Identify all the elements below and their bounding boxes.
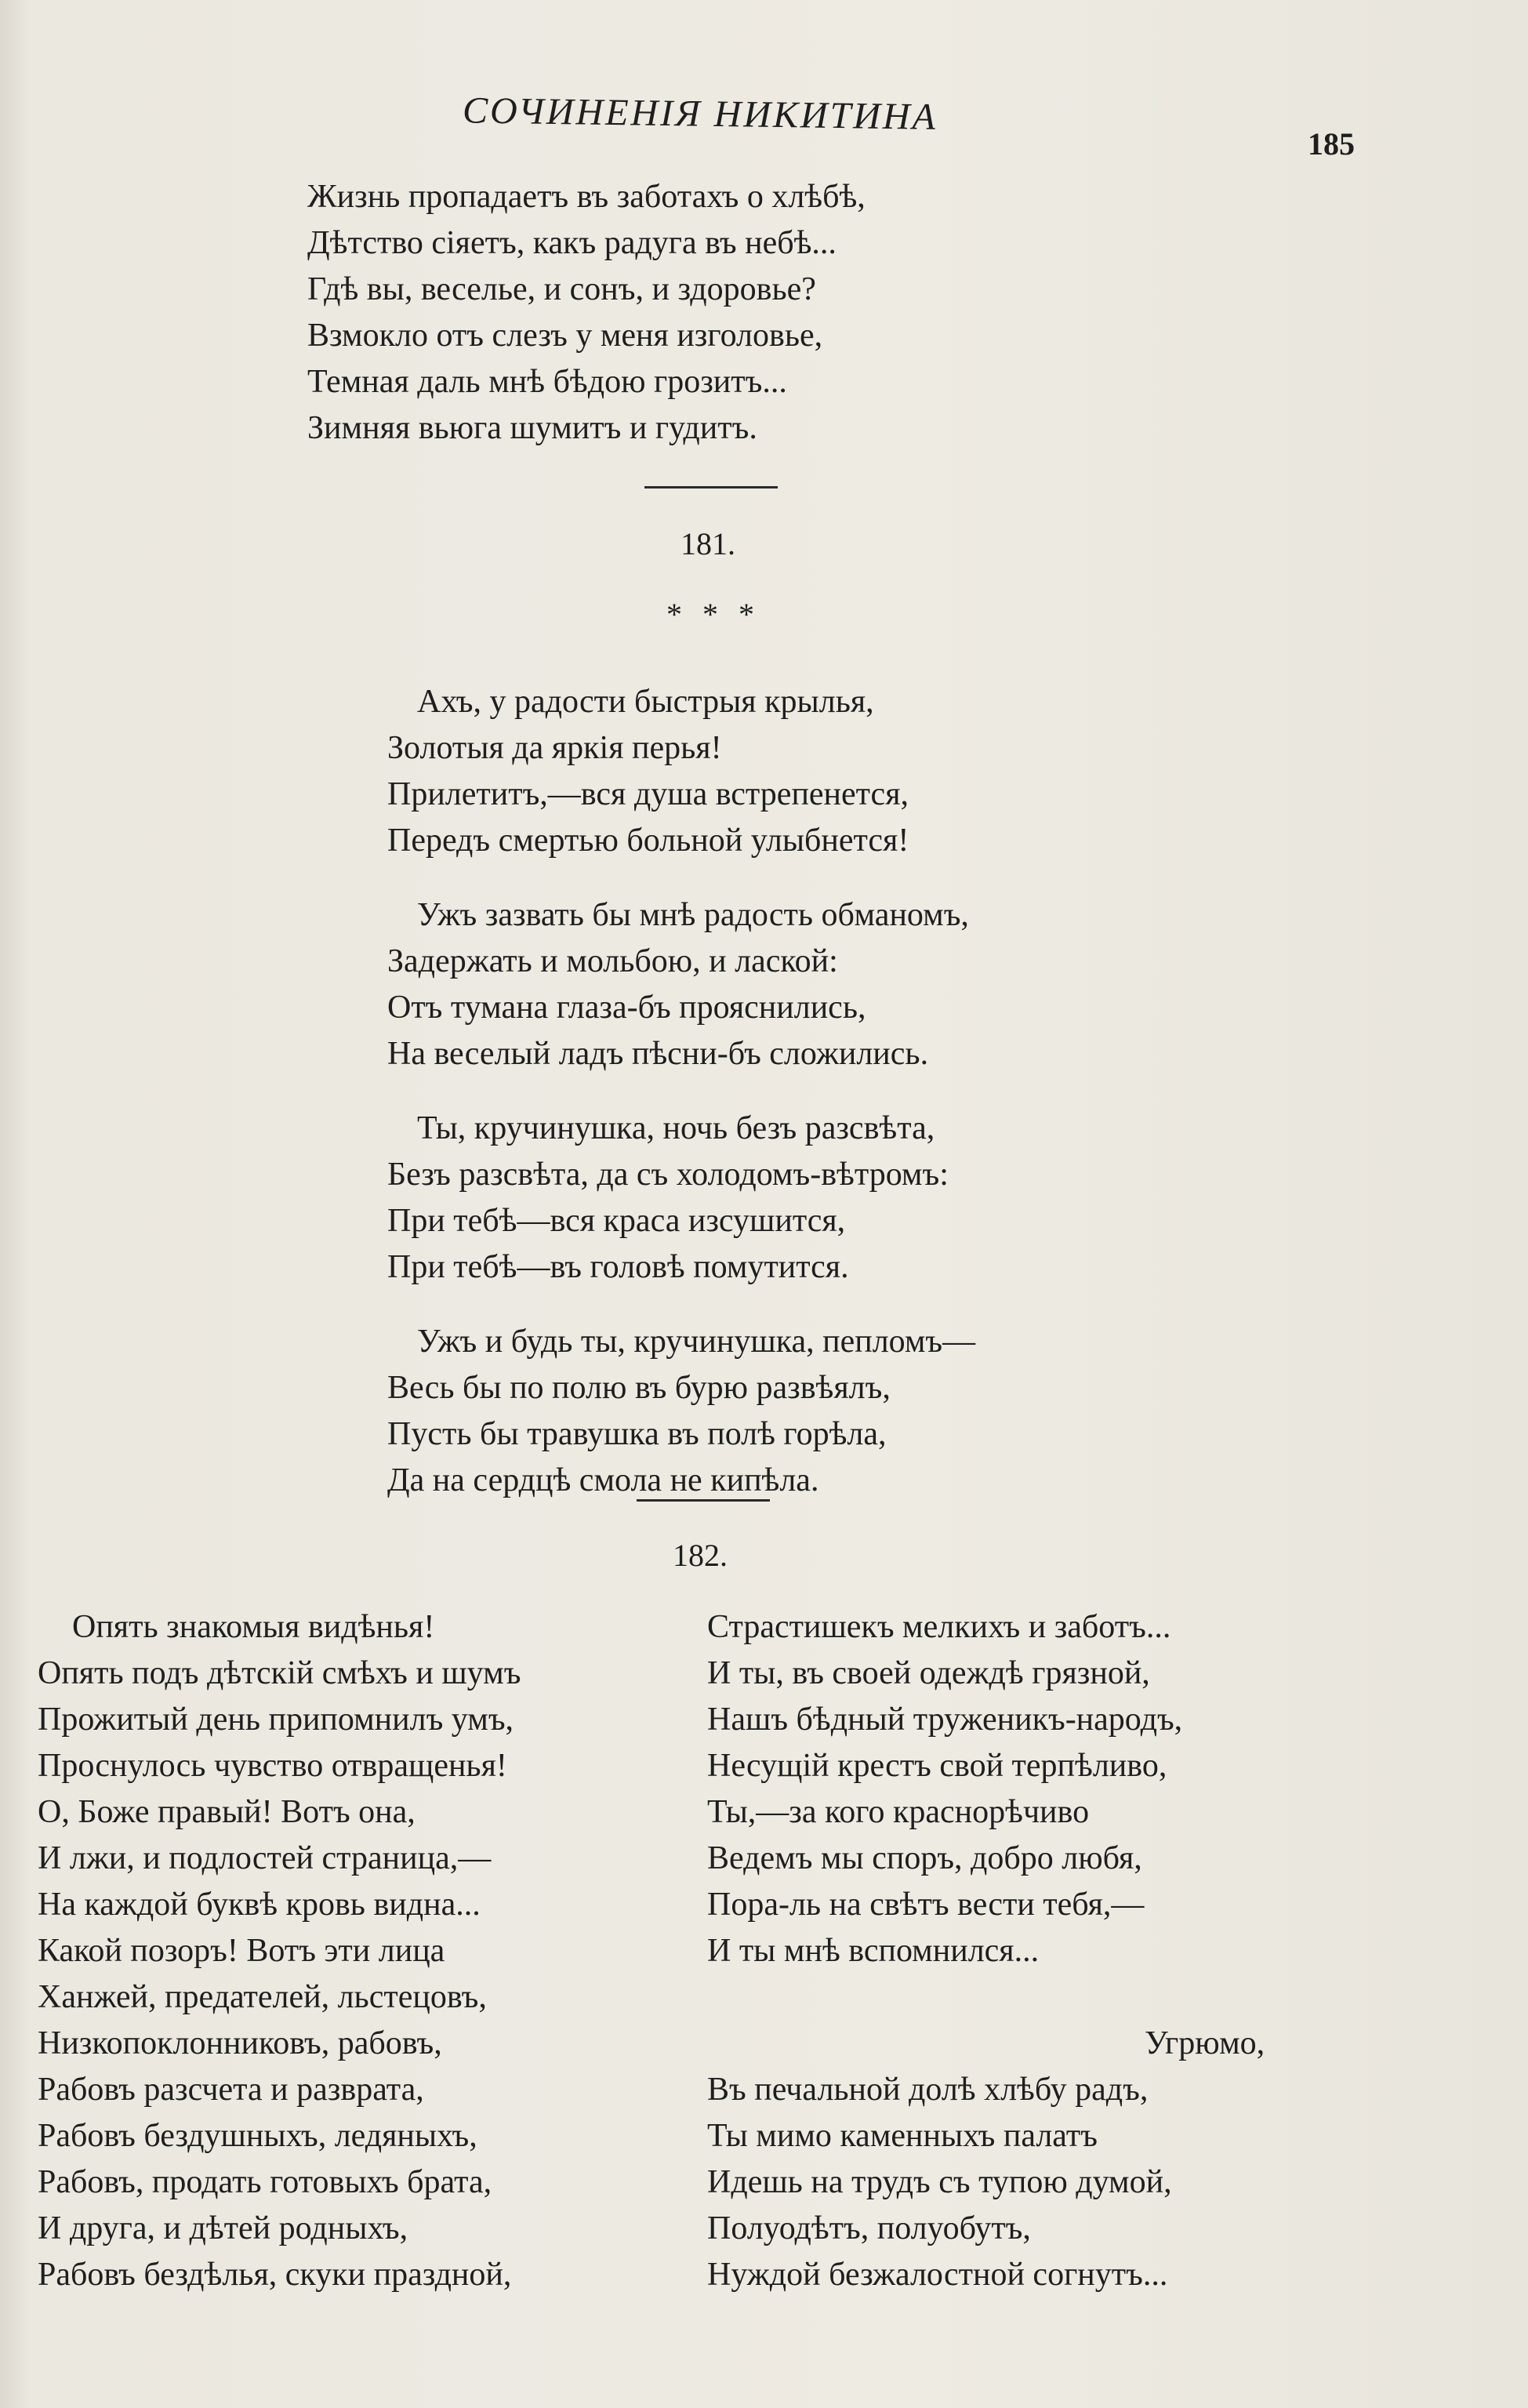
verse-line: Ты мимо каменныхъ палатъ xyxy=(707,2118,1098,2154)
poem-182-right-column xyxy=(707,1604,1265,2298)
verse-line: Задержать и мольбою, и лаской: xyxy=(387,943,838,979)
verse-line: Прожитый день припомнилъ умъ, xyxy=(38,1702,514,1738)
verse-line: Безъ разсвѣта, да съ холодомъ-вѣтромъ: xyxy=(387,1157,949,1193)
verse-line: Полуодѣтъ, полуобутъ, xyxy=(707,2210,1031,2246)
verse-line: Угрюмо, xyxy=(1145,2025,1265,2061)
verse-line: При тебѣ—въ головѣ помутится. xyxy=(387,1249,849,1285)
verse-line: Опять знакомыя видѣнья! xyxy=(72,1609,435,1645)
verse-line: Какой позоръ! Вотъ эти лица xyxy=(38,1933,445,1969)
verse-line: Да на сердцѣ смола не кипѣла. xyxy=(387,1462,819,1498)
verse-line: И лжи, и подлостей страница,— xyxy=(38,1840,492,1876)
verse-line: Рабовъ бездушныхъ, ледяныхъ, xyxy=(38,2118,477,2154)
verse-line: Передъ смертью больной улыбнется! xyxy=(387,823,909,859)
verse-line: И ты, въ своей одеждѣ грязной, xyxy=(707,1655,1150,1691)
running-title: СОЧИНЕНІЯ НИКИТИНА xyxy=(462,89,938,138)
verse-line: Взмокло отъ слезъ у меня изголовье, xyxy=(307,318,823,354)
verse-line: Прилетитъ,—вся душа встрепенется, xyxy=(387,776,909,812)
verse-line: Нашъ бѣдный труженикъ-народъ, xyxy=(707,1702,1183,1738)
asterism: * * * xyxy=(666,597,760,632)
verse-line: Гдѣ вы, веселье, и сонъ, и здоровье? xyxy=(307,271,816,307)
verse-line: Ты,—за кого краснорѣчиво xyxy=(707,1794,1090,1830)
verse-line: Проснулось чувство отвращенья! xyxy=(38,1748,507,1784)
verse-line: Зимняя вьюга шумитъ и гудитъ. xyxy=(307,410,757,446)
verse-line: Дѣтство сіяетъ, какъ радуга въ небѣ... xyxy=(307,225,837,261)
poem-number-182: 182. xyxy=(673,1538,728,1573)
page-number: 185 xyxy=(1308,126,1355,162)
verse-line: Рабовъ разсчета и разврата, xyxy=(38,2072,424,2108)
verse-line: Темная даль мнѣ бѣдою грозитъ... xyxy=(307,364,787,400)
verse-line: Идешь на трудъ съ тупою думой, xyxy=(707,2164,1172,2200)
stanza xyxy=(387,1319,975,1504)
verse-line: Ужъ зазвать бы мнѣ радость обманомъ, xyxy=(417,897,969,933)
verse-line: Пусть бы травушка въ полѣ горѣла, xyxy=(387,1416,887,1452)
blank-line xyxy=(707,1974,1265,2021)
poem-number-181: 181. xyxy=(681,526,735,561)
verse-line: Страстишекъ мелкихъ и заботъ... xyxy=(707,1609,1171,1645)
verse-line: Золотыя да яркія перья! xyxy=(387,730,722,766)
verse-line: Жизнь пропадаетъ въ заботахъ о хлѣбѣ, xyxy=(307,179,866,215)
top-stanza xyxy=(307,174,866,452)
verse-line: Отъ тумана глаза-бъ прояснились, xyxy=(387,990,866,1026)
verse-line: Ужъ и будь ты, кручинушка, пепломъ— xyxy=(417,1324,976,1360)
verse-line: Весь бы по полю въ бурю развѣялъ, xyxy=(387,1370,891,1406)
section-divider xyxy=(637,1499,770,1502)
verse-line: Низкопоклонниковъ, рабовъ, xyxy=(38,2025,442,2061)
verse-line: Рабовъ, продать готовыхъ брата, xyxy=(38,2164,492,2200)
verse-line: Опять подъ дѣтскій смѣхъ и шумъ xyxy=(38,1655,521,1691)
verse-line: При тебѣ—вся краса изсушится, xyxy=(387,1203,846,1239)
verse-line: И ты мнѣ вспомнился... xyxy=(707,1933,1040,1969)
section-divider xyxy=(644,486,778,489)
stanza xyxy=(387,679,975,864)
verse-line: Ты, кручинушка, ночь безъ разсвѣта, xyxy=(417,1110,935,1146)
verse-line: Ахъ, у радости быстрыя крылья, xyxy=(417,684,874,720)
verse-line: Въ печальной долѣ хлѣбу радъ, xyxy=(707,2072,1149,2108)
verse-line: Пора-ль на свѣтъ вести тебя,— xyxy=(707,1887,1145,1923)
poem-182-left-column xyxy=(38,1604,521,2298)
verse-line: Ханжей, предателей, льстецовъ, xyxy=(38,1979,487,2015)
verse-line: На веселый ладъ пѣсни-бъ сложились. xyxy=(387,1036,929,1072)
verse-line: Рабовъ бездѣлья, скуки праздной, xyxy=(38,2257,512,2293)
verse-line: Несущій крестъ свой терпѣливо, xyxy=(707,1748,1167,1784)
verse-line: Нуждой безжалостной согнутъ... xyxy=(707,2257,1168,2293)
stanza xyxy=(387,1106,975,1291)
verse-line: О, Боже правый! Вотъ она, xyxy=(38,1794,416,1830)
verse-line: И друга, и дѣтей родныхъ, xyxy=(38,2210,408,2246)
verse-line: На каждой буквѣ кровь видна... xyxy=(38,1887,481,1923)
poem-181 xyxy=(387,679,975,1532)
verse-line: Ведемъ мы споръ, добро любя, xyxy=(707,1840,1142,1876)
stanza xyxy=(387,892,975,1077)
